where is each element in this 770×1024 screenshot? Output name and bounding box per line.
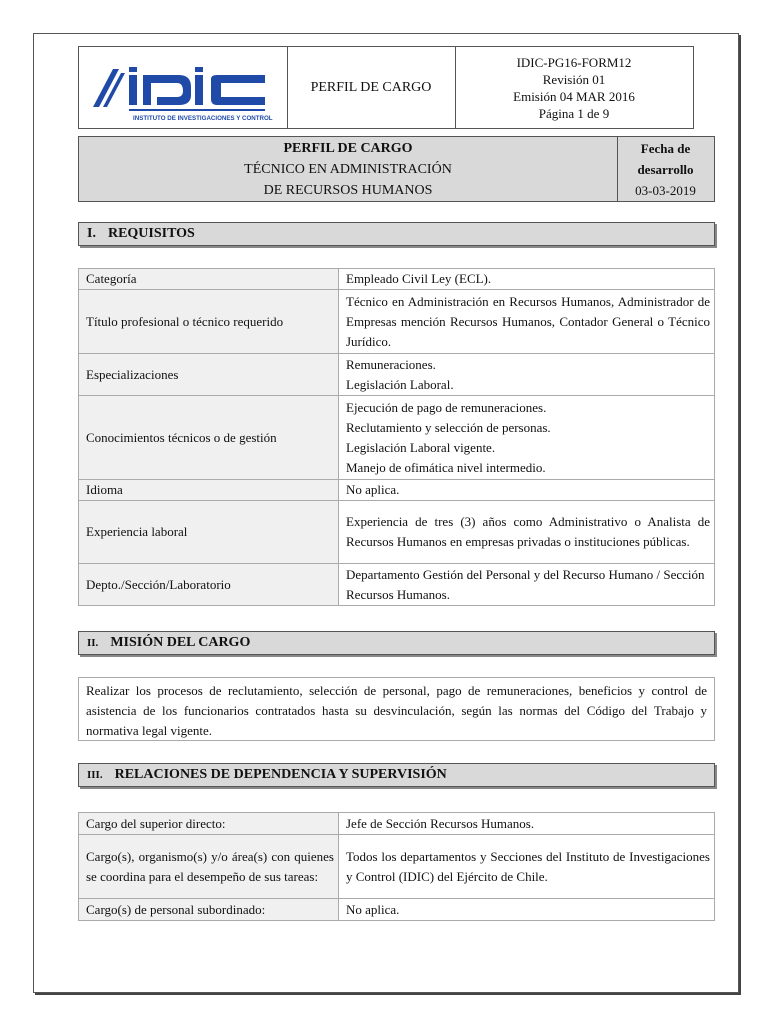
doc-code: IDIC-PG16-FORM12 — [516, 54, 632, 70]
relaciones-table — [78, 812, 715, 921]
header-center-label: PERFIL DE CARGO — [287, 47, 456, 128]
section-title: MISIÓN DEL CARGO — [110, 635, 251, 650]
title-position-line1: TÉCNICO EN ADMINISTRACIÓN — [244, 161, 452, 177]
row-value: No aplica. — [339, 899, 715, 921]
row-value: Jefe de Sección Recursos Humanos. — [339, 813, 715, 835]
value-line: Legislación Laboral vigente. — [346, 439, 496, 455]
row-value — [339, 269, 715, 290]
row-value — [339, 396, 715, 480]
value-line: Técnico en Administración en Recursos Humanos, Administrador de Empresas mención Recursos Humanos, Contador General o Técnico Jurídico. — [346, 293, 710, 349]
row-label: Depto./Sección/Laboratorio — [79, 564, 339, 606]
logo-cell — [79, 47, 288, 128]
logo-subtitle: INSTITUTO DE INVESTIGACIONES Y CONTROL — [133, 115, 273, 122]
table-row — [79, 501, 715, 564]
row-value — [339, 501, 715, 564]
doc-revision: Revisión 01 — [542, 71, 606, 87]
title-date — [617, 137, 714, 201]
document-header — [78, 46, 694, 129]
value-line: Remuneraciones. — [346, 356, 436, 372]
title-heading: PERFIL DE CARGO — [283, 140, 413, 156]
title-main — [79, 137, 618, 201]
value-line: Manejo de ofimática nivel intermedio. — [346, 459, 546, 475]
row-label: Especializaciones — [79, 354, 339, 396]
section-mision-header — [78, 631, 715, 655]
row-value — [339, 354, 715, 396]
table-row — [79, 480, 715, 501]
value-line: Experiencia de tres (3) años como Administrativo o Analista de Recursos Humanos en empresas privadas o instituciones públicas. — [346, 514, 710, 549]
table-row — [79, 899, 715, 921]
section-relaciones-header — [78, 763, 715, 787]
row-label: Idioma — [79, 480, 339, 501]
row-label: Cargo(s) de personal subordinado: — [79, 899, 339, 921]
idic-logo — [79, 47, 287, 128]
row-label: Cargo(s), organismo(s) y/o área(s) con quienes se coordina para el desempeño de sus tareas: — [79, 835, 339, 899]
value-line: Legislación Laboral. — [346, 376, 454, 392]
value-line: Departamento Gestión del Personal y del Recurso Humano / Sección Recursos Humanos. — [346, 566, 705, 602]
row-label: Título profesional o técnico requerido — [79, 290, 339, 354]
table-row — [79, 290, 715, 354]
row-value — [339, 290, 715, 354]
document-page — [33, 33, 739, 993]
header-doc-info — [455, 47, 693, 128]
requisitos-table — [78, 268, 715, 606]
doc-page-number: Página 1 de 9 — [538, 105, 610, 121]
value-line: Reclutamiento y selección de personas. — [346, 419, 551, 435]
section-title: REQUISITOS — [107, 226, 195, 241]
value-line: No aplica. — [346, 482, 400, 497]
table-row — [79, 813, 715, 835]
table-row — [79, 396, 715, 480]
value-line: Ejecución de pago de remuneraciones. — [346, 399, 547, 415]
section-requisitos-header — [78, 222, 715, 246]
section-title: RELACIONES DE DEPENDENCIA Y SUPERVISIÓN — [114, 767, 447, 782]
row-value — [339, 480, 715, 501]
title-position-line2: DE RECURSOS HUMANOS — [263, 182, 433, 198]
row-label: Experiencia laboral — [79, 501, 339, 564]
table-row — [79, 354, 715, 396]
title-block — [78, 136, 715, 202]
section-number: I. — [87, 226, 96, 241]
value-line: Empleado Civil Ley (ECL). — [346, 271, 492, 286]
table-row — [79, 835, 715, 899]
row-value: Todos los departamentos y Secciones del Instituto de Investigaciones y Control (IDIC) del Ejército de Chile. — [339, 835, 715, 899]
section-number: II. — [87, 637, 99, 649]
row-label: Categoría — [79, 269, 339, 290]
table-row — [79, 564, 715, 606]
table-row — [79, 269, 715, 290]
doc-emission: Emisión 04 MAR 2016 — [513, 88, 635, 104]
row-label: Conocimientos técnicos o de gestión — [79, 396, 339, 480]
date-label-line2: desarrollo — [637, 161, 694, 177]
date-label-line1: Fecha de — [640, 140, 691, 156]
section-number: III. — [87, 769, 103, 781]
row-value — [339, 564, 715, 606]
row-label: Cargo del superior directo: — [79, 813, 339, 835]
date-value: 03-03-2019 — [635, 182, 696, 198]
mision-text: Realizar los procesos de reclutamiento, selección de personal, pago de remuneraciones, beneficios y control de asistencia de los funcionarios contratados hasta su desvinculación, según las normas del Código del Trabajo y normativa legal vigente. — [78, 677, 715, 741]
